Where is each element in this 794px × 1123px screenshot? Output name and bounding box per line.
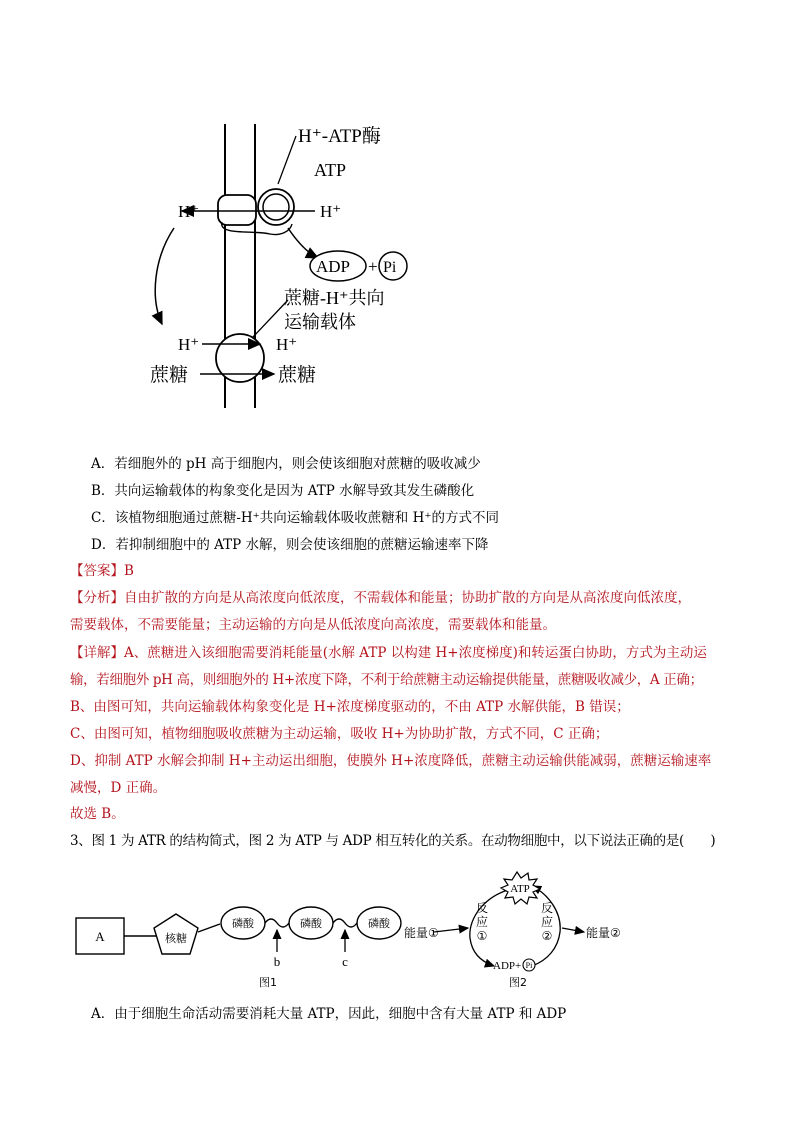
pi-label: Pi: [383, 259, 397, 276]
h-right-label: H⁺: [320, 202, 342, 221]
detail-tag: 【详解】: [70, 645, 124, 661]
analysis-text1: 自由扩散的方向是从高浓度向低浓度，不需载体和能量；协助扩散的方向是从高浓度向低浓度，: [124, 590, 691, 606]
sucrose-right-label: 蔗糖: [278, 365, 317, 386]
label-b: b: [273, 954, 281, 969]
detail-line4: C、由图可知，植物细胞吸收蔗糖为主动运输，吸收 H+为协助扩散，方式不同，C 正确；: [70, 726, 609, 742]
reaction1-char1: 反: [475, 901, 489, 915]
answer-tag: 【答案】: [70, 563, 124, 579]
detail-line3: B、由图可知，共向运输载体构象变化是 H+浓度梯度驱动的，不由 ATP 水解供能，B 错误；: [70, 699, 630, 715]
membrane-transport-figure: [140, 118, 440, 414]
analysis-tag: 【分析】: [70, 590, 124, 606]
plus-label: +: [368, 257, 378, 276]
box-a-label: A: [95, 929, 105, 944]
cotransporter-label-line1: 蔗糖-H⁺共向: [284, 288, 385, 308]
cycle-pi-label: Pi: [525, 961, 533, 970]
question3-stem: 3、图 1 为 ATR 的结构简式，图 2 为 ATP 与 ADP 相互转化的关系。在动物细胞中，以下说法正确的是( ): [70, 833, 716, 849]
caption-fig2: 图2: [509, 976, 527, 989]
h-out-label: H⁺: [276, 335, 298, 354]
option-a: A．若细胞外的 pH 高于细胞内，则会使该细胞对蔗糖的吸收减少: [91, 456, 481, 472]
proton-channel-shape: [218, 195, 256, 225]
reaction2-char2: 应: [540, 915, 554, 929]
ribose-label: 核糖: [165, 932, 187, 945]
detail-line2: 输，若细胞外 pH 高，则细胞外的 H+浓度下降，不利于给蔗糖主动运输提供能量，蔗糖吸收减少，A 正确；: [70, 672, 703, 688]
analysis-line1: [70, 588, 691, 608]
label-c: c: [342, 954, 348, 969]
cotransporter-label-line2: 运输载体: [284, 312, 356, 332]
energy1-label: 能量①: [404, 926, 439, 940]
detail-conclusion: 故选 B。: [70, 806, 125, 822]
detail-line1: [70, 643, 707, 663]
phosphate3-label: 磷酸: [368, 917, 390, 930]
adp-label: ADP: [316, 257, 351, 276]
reaction1-char2: 应: [475, 915, 489, 929]
cycle-atp-label: ATP: [510, 883, 530, 895]
question3-option-a: A．由于细胞生命活动需要消耗大量 ATP，因此，细胞中含有大量 ATP 和 ADP: [91, 1006, 567, 1022]
answer-value: B: [124, 563, 134, 579]
reaction2-num: ②: [541, 929, 553, 943]
phosphate2-label: 磷酸: [300, 917, 322, 930]
analysis-line2: 需要载体，不需要能量；主动运输的方向是从低浓度向高浓度，需要载体和能量。: [70, 617, 556, 633]
h-in-label: H⁺: [178, 335, 200, 354]
atp-label: ATP: [314, 160, 347, 180]
caption-fig1: 图1: [259, 976, 277, 989]
enzyme-label: H⁺-ATP酶: [298, 126, 381, 147]
phosphate1-label: 磷酸: [232, 917, 254, 930]
energy2-label: 能量②: [586, 926, 621, 940]
option-d: D．若抑制细胞中的 ATP 水解，则会使该细胞的蔗糖运输速率下降: [91, 537, 489, 553]
sucrose-left-label: 蔗糖: [150, 365, 189, 386]
detail-text1: A、蔗糖进入该细胞需要消耗能量(水解 ATP 以构建 H+浓度梯度)和转运蛋白协助，方式为主动运: [124, 645, 707, 661]
detail-line5: D、抑制 ATP 水解会抑制 H+主动运出细胞，使膜外 H+浓度降低，蔗糖主动运输供能减弱，蔗糖运输速率: [70, 753, 712, 769]
answer-line: [70, 561, 134, 581]
h-left-label: H⁺: [178, 202, 200, 221]
reaction2-char1: 反: [540, 901, 554, 915]
cotransporter-circle: [216, 334, 264, 382]
atp-structure-figure: [70, 866, 670, 996]
option-c: C．该植物细胞通过蔗糖-H⁺共向运输载体吸收蔗糖和 H⁺的方式不同: [91, 510, 499, 526]
adp-plus-label: ADP+: [493, 960, 522, 972]
option-b: B．共向运输载体的构象变化是因为 ATP 水解导致其发生磷酸化: [91, 483, 475, 499]
detail-line6: 减慢，D 正确。: [70, 780, 167, 796]
reaction1-num: ①: [476, 929, 488, 943]
